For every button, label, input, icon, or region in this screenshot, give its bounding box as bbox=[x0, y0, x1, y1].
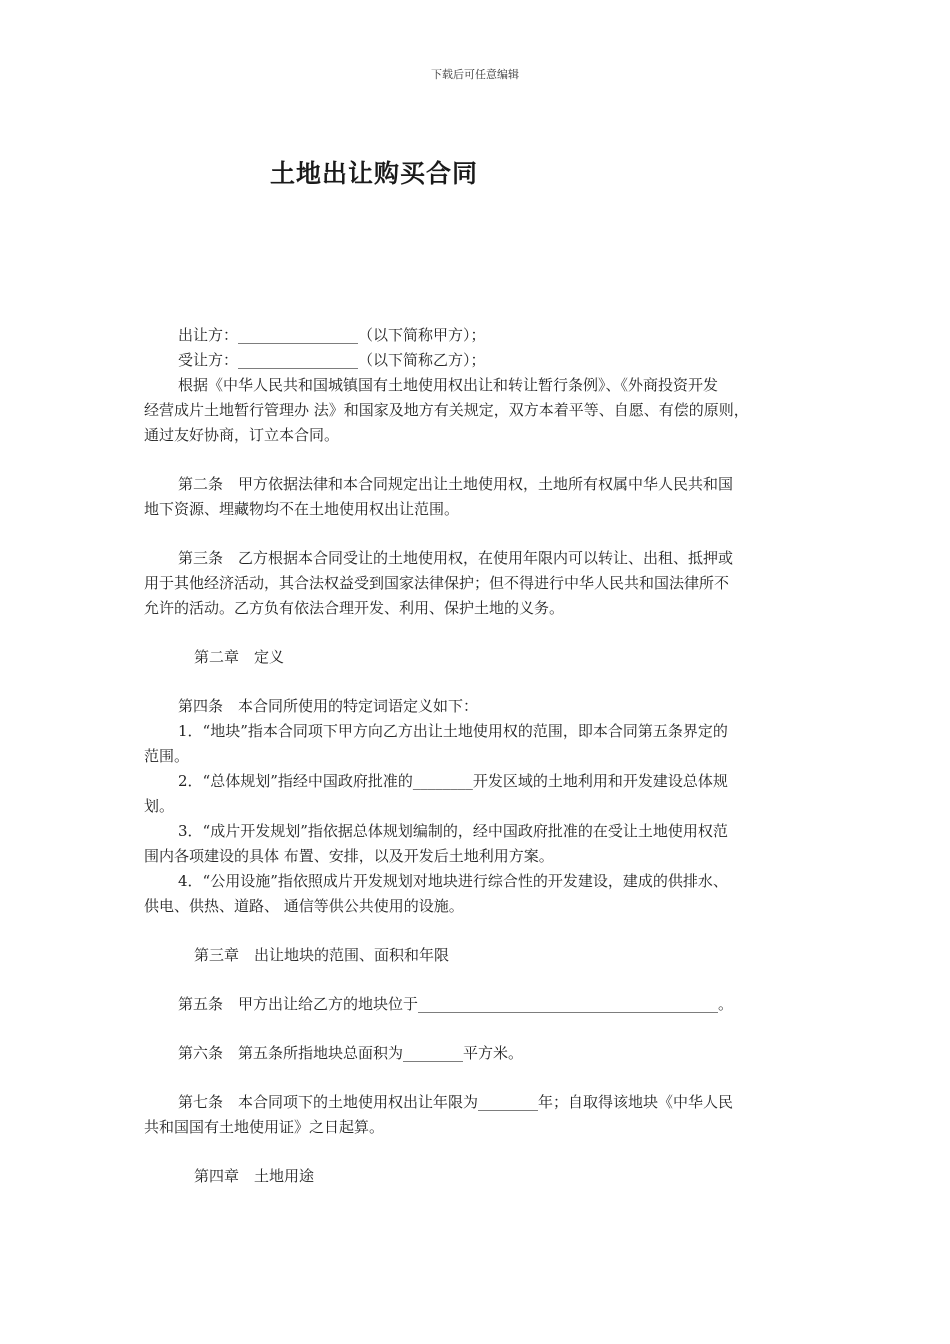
text-line: 第三条 乙方根据本合同受让的土地使用权，在使用年限内可以转让、出租、抵押或 bbox=[178, 549, 734, 567]
text-line: 共和国国有土地使用证》之日起算。 bbox=[144, 1118, 385, 1136]
paragraph-gap bbox=[144, 1066, 814, 1090]
paragraph-gap bbox=[144, 968, 814, 992]
text-line: 通过友好协商，订立本合同。 bbox=[144, 426, 340, 444]
text-line: 出让方：________________（以下简称甲方）； bbox=[178, 326, 486, 344]
text-line: 允许的活动。乙方负有依法合理开发、利用、保护土地的义务。 bbox=[144, 599, 565, 617]
text-line: 第二条 甲方依据法律和本合同规定出让土地使用权，土地所有权属中华人民共和国 bbox=[178, 475, 734, 493]
text-line: 第六条 第五条所指地块总面积为________平方米。 bbox=[178, 1044, 524, 1062]
document-body bbox=[144, 323, 814, 1189]
chapter-heading: 第二章 定义 bbox=[194, 648, 285, 666]
text-line: 4．“公用设施”指依照成片开发规划对地块进行综合性的开发建设，建成的供排水、 bbox=[178, 872, 728, 890]
text-line: 受让方：________________（以下简称乙方）； bbox=[178, 351, 486, 369]
text-line: 第五条 甲方出让给乙方的地块位于________________________________________。 bbox=[178, 995, 734, 1013]
chapter-heading: 第三章 出让地块的范围、面积和年限 bbox=[194, 946, 450, 964]
text-line: 第四条 本合同所使用的特定词语定义如下： bbox=[178, 697, 479, 715]
paragraph-gap bbox=[144, 670, 814, 694]
text-line: 围内各项建设的具体 布置、安排，以及开发后土地利用方案。 bbox=[144, 847, 554, 865]
text-line: 划。 bbox=[144, 797, 175, 815]
paragraph-gap bbox=[144, 1140, 814, 1164]
text-line: 3．“成片开发规划”指依据总体规划编制的，经中国政府批准的在受让土地使用权范 bbox=[178, 822, 728, 840]
header-note: 下载后可任意编辑 bbox=[431, 68, 519, 81]
paragraph-gap bbox=[144, 1017, 814, 1041]
paragraph-gap bbox=[144, 919, 814, 943]
page-title: 土地出让购买合同 bbox=[270, 159, 479, 188]
paragraph-gap bbox=[144, 522, 814, 546]
text-line: 地下资源、埋藏物均不在土地使用权出让范围。 bbox=[144, 500, 460, 518]
text-line: 用于其他经济活动，其合法权益受到国家法律保护；但不得进行中华人民共和国法律所不 bbox=[144, 574, 730, 592]
chapter-heading: 第四章 土地用途 bbox=[194, 1167, 315, 1185]
text-line: 第七条 本合同项下的土地使用权出让年限为________年；自取得该地块《中华人民 bbox=[178, 1093, 734, 1111]
text-line: 2．“总体规划”指经中国政府批准的________开发区域的土地利用和开发建设总体规 bbox=[178, 772, 728, 790]
text-line: 供电、供热、道路、 通信等供公共使用的设施。 bbox=[144, 897, 464, 915]
paragraph-gap bbox=[144, 621, 814, 645]
text-line: 经营成片土地暂行管理办 法》和国家及地方有关规定，双方本着平等、自愿、有偿的原则， bbox=[144, 401, 749, 419]
paragraph-gap bbox=[144, 448, 814, 472]
text-line: 1．“地块”指本合同项下甲方向乙方出让土地使用权的范围，即本合同第五条界定的 bbox=[178, 722, 728, 740]
text-line: 范围。 bbox=[144, 747, 190, 765]
text-line: 根据《中华人民共和国城镇国有土地使用权出让和转让暂行条例》、《外商投资开发 bbox=[178, 376, 719, 394]
